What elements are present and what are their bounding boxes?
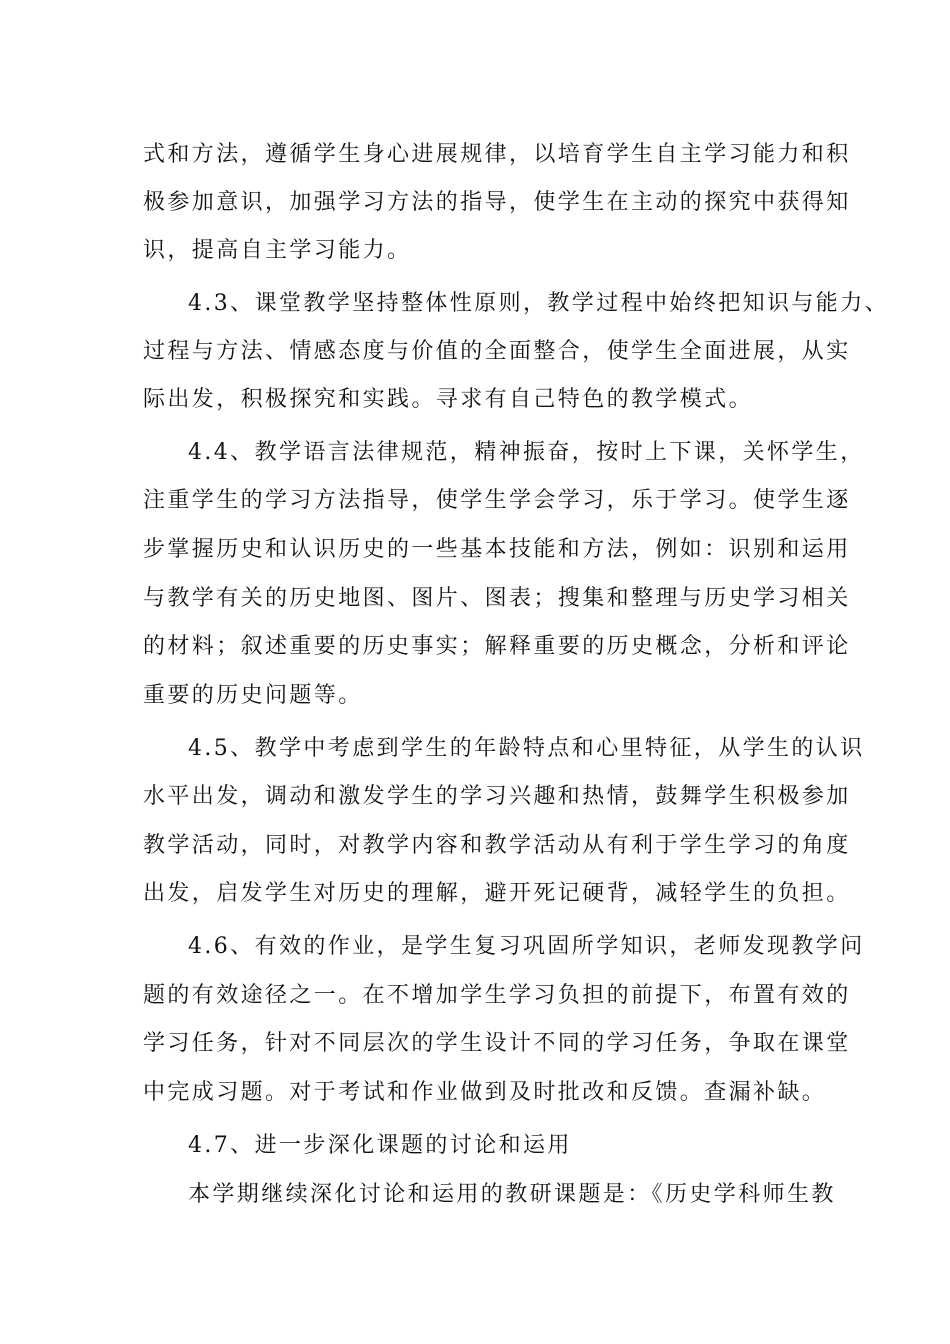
text-line: 4.4、教学语言法律规范，精神振奋，按时上下课，关怀学生， bbox=[188, 440, 865, 465]
text-line: 步掌握历史和认识历史的一些基本技能和方法，例如：识别和运用 bbox=[143, 537, 851, 562]
text-line: 水平出发，调动和激发学生的学习兴趣和热情，鼓舞学生积极参加 bbox=[143, 784, 851, 809]
text-line: 4.6、有效的作业，是学生复习巩固所学知识，老师发现教学问 bbox=[188, 934, 865, 959]
text-line: 与教学有关的历史地图、图片、图表；搜集和整理与历史学习相关 bbox=[143, 586, 851, 611]
text-line: 4.3、课堂教学坚持整体性原则，教学过程中始终把知识与能力、 bbox=[188, 291, 889, 316]
text-line: 式和方法，遵循学生身心进展规律，以培育学生自主学习能力和积 bbox=[143, 142, 851, 167]
text-line: 注重学生的学习方法指导，使学生学会学习，乐于学习。使学生逐 bbox=[143, 488, 851, 513]
text-line: 学习任务，针对不同层次的学生设计不同的学习任务，争取在课堂 bbox=[143, 1031, 851, 1056]
text-line: 过程与方法、情感态度与价值的全面整合，使学生全面进展，从实 bbox=[143, 339, 851, 364]
text-line: 中完成习题。对于考试和作业做到及时批改和反馈。查漏补缺。 bbox=[143, 1080, 827, 1105]
text-line: 的材料；叙述重要的历史事实；解释重要的历史概念，分析和评论 bbox=[143, 634, 851, 659]
text-line: 题的有效途径之一。在不增加学生学习负担的前提下，布置有效的 bbox=[143, 983, 851, 1008]
text-line: 识，提高自主学习能力。 bbox=[143, 238, 412, 263]
text-line: 教学活动，同时，对教学内容和教学活动从有利于学生学习的角度 bbox=[143, 833, 851, 858]
text-line: 4.5、教学中考虑到学生的年龄特点和心里特征，从学生的认识 bbox=[188, 736, 865, 761]
text-line: 际出发，积极探究和实践。寻求有自己特色的教学模式。 bbox=[143, 387, 754, 412]
text-line: 极参加意识，加强学习方法的指导，使学生在主动的探究中获得知 bbox=[143, 190, 851, 215]
text-line: 4.7、进一步深化课题的讨论和运用 bbox=[188, 1133, 572, 1158]
text-line: 重要的历史问题等。 bbox=[143, 683, 363, 708]
text-line: 出发，启发学生对历史的理解，避开死记硬背，减轻学生的负担。 bbox=[143, 881, 851, 906]
text-line: 本学期继续深化讨论和运用的教研课题是：《历史学科师生教 bbox=[188, 1182, 836, 1207]
